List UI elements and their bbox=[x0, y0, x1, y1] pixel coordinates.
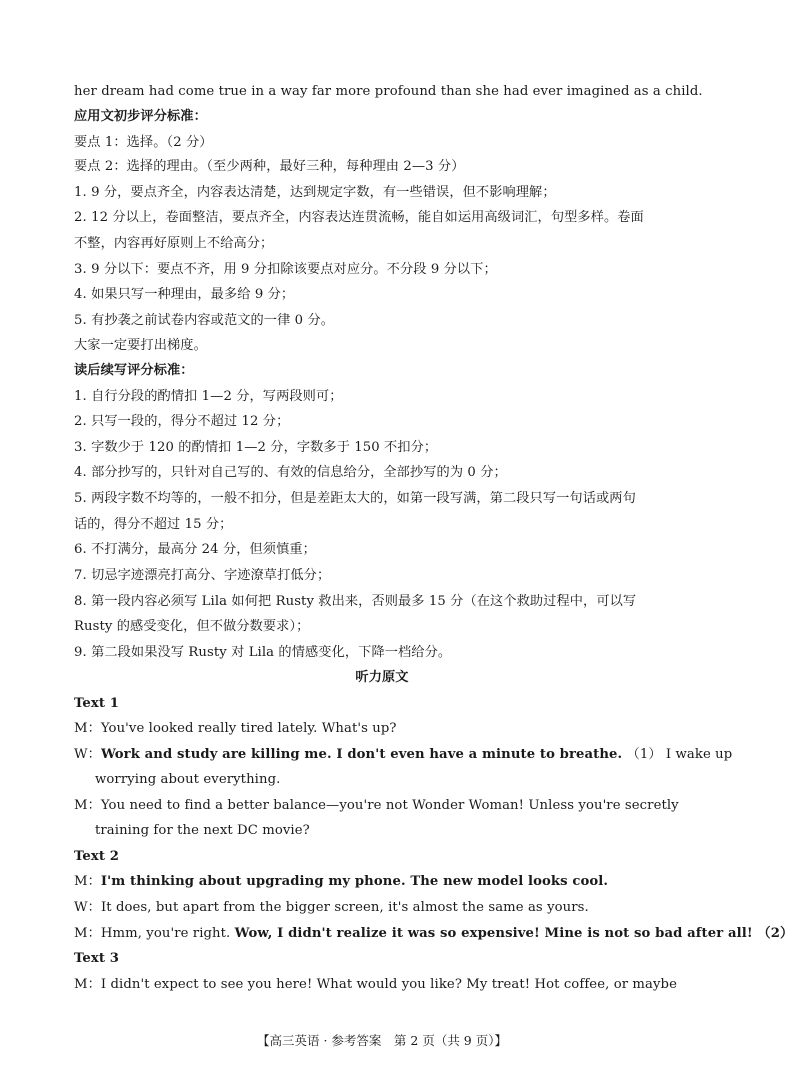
practical-item: 5. 有抄袭之前试卷内容或范文的一律 0 分。 bbox=[74, 313, 335, 328]
speaker: M： bbox=[74, 874, 101, 889]
continuation-item: 4. 部分抄写的，只针对自己写的、有效的信息给分，全部抄写的为 0 分； bbox=[74, 465, 507, 480]
practical-writing-heading: 应用文初步评分标准： bbox=[74, 109, 207, 124]
practical-item: 4. 如果只写一种理由，最多给 9 分； bbox=[74, 287, 295, 302]
practical-item: 2. 12 分以上，卷面整洁，要点齐全，内容表达连贯流畅，能自如运用高级词汇，句型多样。卷面 bbox=[74, 210, 644, 225]
dialogue-line bbox=[74, 873, 694, 891]
answer-highlight: Work and study are killing me. I don't even have a minute to breathe. bbox=[100, 747, 623, 762]
continuation-item: 8. 第一段内容必须写 Lila 如何把 Rusty 救出来，否则最多 15 分（在这个救助过程中，可以写 bbox=[74, 594, 637, 609]
continuation-item: 6. 不打满分，最高分 24 分，但须慎重； bbox=[74, 542, 316, 557]
practical-item: 3. 9 分以下：要点不齐，用 9 分扣除该要点对应分。不分段 9 分以下； bbox=[74, 262, 497, 277]
continuation-item: 9. 第二段如果没写 Rusty 对 Lila 的情感变化，下降一档给分。 bbox=[74, 645, 452, 660]
text3-label: Text 3 bbox=[74, 951, 120, 966]
dialogue-line-cont: worrying about everything. bbox=[95, 772, 281, 787]
practical-item: 要点 2：选择的理由。（至少两种，最好三种，每种理由 2—3 分） bbox=[74, 159, 465, 174]
practical-item: 不整，内容再好原则上不给高分； bbox=[74, 236, 274, 251]
dialogue-line: M：You need to find a better balance—you're not Wonder Woman! Unless you're secretly bbox=[74, 798, 679, 813]
practical-item: 要点 1：选择。（2 分） bbox=[74, 135, 213, 150]
text1-label: Text 1 bbox=[74, 696, 120, 711]
text2-label: Text 2 bbox=[74, 849, 120, 864]
dialogue-line bbox=[74, 925, 793, 943]
continuation-item: 话的，得分不超过 15 分； bbox=[74, 517, 233, 532]
continuation-item: Rusty 的感受变化，但不做分数要求）； bbox=[74, 619, 310, 634]
listening-transcript-title: 听力原文 bbox=[355, 670, 409, 685]
question-marker: （1） I wake up bbox=[622, 747, 733, 762]
question-marker: （2） bbox=[752, 926, 793, 941]
continuation-writing-heading: 读后续写评分标准： bbox=[74, 363, 194, 378]
practical-note: 大家一定要打出梯度。 bbox=[74, 338, 207, 353]
continuation-sentence: her dream had come true in a way far more profound than she had ever imagined as a child. bbox=[74, 84, 703, 99]
dialogue-line: M：I didn't expect to see you here! What would you like? My treat! Hot coffee, or maybe bbox=[74, 977, 677, 992]
page-footer: 【高三英语 · 参考答案 第 2 页（共 9 页）】 bbox=[257, 1033, 507, 1048]
answer-highlight: Wow, I didn't realize it was so expensive! Mine is not so bad after all! bbox=[234, 926, 753, 941]
continuation-item: 1. 自行分段的酌情扣 1—2 分，写两段则可； bbox=[74, 389, 343, 404]
speaker: M：Hmm, you're right. bbox=[74, 926, 235, 941]
dialogue-line: M：You've looked really tired lately. What's up? bbox=[74, 721, 397, 736]
continuation-item: 2. 只写一段的，得分不超过 12 分； bbox=[74, 414, 290, 429]
continuation-item: 5. 两段字数不均等的，一般不扣分，但是差距太大的，如第一段写满，第二段只写一句话或两句 bbox=[74, 491, 636, 506]
speaker: W： bbox=[74, 747, 101, 762]
continuation-item: 3. 字数少于 120 的酌情扣 1—2 分，字数多于 150 不扣分； bbox=[74, 440, 438, 455]
continuation-item: 7. 切忌字迹漂亮打高分、字迹潦草打低分； bbox=[74, 568, 331, 583]
dialogue-line bbox=[74, 746, 733, 764]
dialogue-line: W：It does, but apart from the bigger screen, it's almost the same as yours. bbox=[74, 900, 589, 915]
answer-highlight: I'm thinking about upgrading my phone. The new model looks cool. bbox=[100, 874, 609, 889]
practical-item: 1. 9 分，要点齐全，内容表达清楚，达到规定字数，有一些错误，但不影响理解； bbox=[74, 185, 556, 200]
dialogue-line-cont: training for the next DC movie? bbox=[95, 823, 310, 838]
